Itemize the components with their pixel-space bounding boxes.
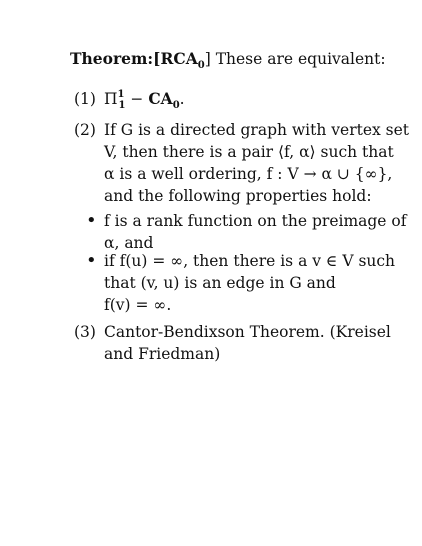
item-2-line-3: α is a well ordering, f : V → α ∪ {∞}, bbox=[104, 165, 393, 183]
item-3-number: (3) bbox=[74, 323, 96, 341]
theorem-heading bbox=[70, 48, 386, 70]
item-1-number: (1) bbox=[74, 90, 96, 108]
bullet-1-line-2: α, and bbox=[104, 234, 154, 252]
item-2-line-2: V, then there is a pair ⟨f, α⟩ such that bbox=[104, 143, 394, 161]
item-2-number: (2) bbox=[74, 121, 96, 139]
item-2-line-4: and the following properties hold: bbox=[104, 187, 372, 205]
item-3-line-2: and Friedman) bbox=[104, 345, 221, 363]
bullet-2-line-3: f(v) = ∞. bbox=[104, 296, 172, 314]
item-2-line-1: If G is a directed graph with vertex set bbox=[104, 121, 410, 139]
bullet-2-line-1: if f(u) = ∞, then there is a v ∈ V such bbox=[104, 252, 396, 270]
bullet-2-dot: • bbox=[86, 250, 97, 271]
system-bracket-open: $[RCA_0]$ bbox=[153, 49, 211, 72]
bullet-2-line-2: that (v, u) is an edge in G and bbox=[104, 274, 336, 292]
theorem-intro: These are equivalent: bbox=[210, 50, 386, 68]
bullet-1-dot: • bbox=[86, 210, 97, 231]
theorem-label: Theorem: bbox=[70, 49, 154, 68]
item-1-text: $\Pi^1_1 - CA_0$. bbox=[104, 88, 185, 112]
bullet-1-line-1: f is a rank function on the preimage of bbox=[104, 212, 407, 230]
item-3-line-1: Cantor-Bendixson Theorem. (Kreisel bbox=[104, 323, 391, 341]
